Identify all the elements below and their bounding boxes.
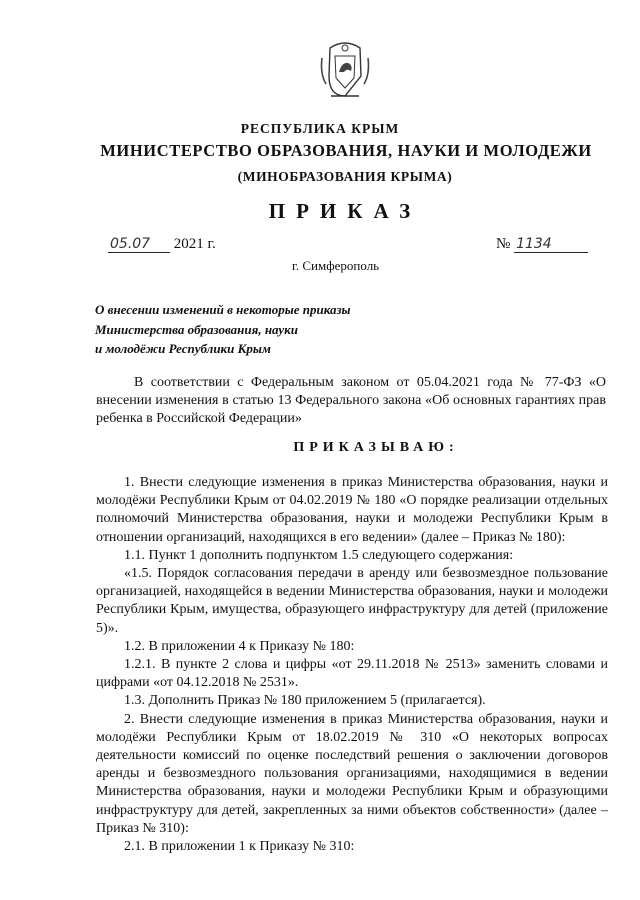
- title-line: и молодёжи Республики Крым: [95, 341, 271, 356]
- paragraph: 1.3. Дополнить Приказ № 180 приложением 5 (прилагается).: [124, 693, 486, 709]
- paragraph: 2.1. В приложении 1 к Приказу № 310:: [124, 839, 355, 855]
- ministry-heading: МИНИСТЕРСТВО ОБРАЗОВАНИЯ, НАУКИ И МОЛОДЕЖИ: [100, 141, 592, 160]
- paragraph: «1.5. Порядок согласования передачи в аренду или безвозмездное пользование организацией, находящейся в ведении Министерства образования, науки и молодежи Республики Крым, имущества, образующего инфраструктуру для детей (приложение 5)».: [96, 566, 608, 636]
- paragraph: 1.1. Пункт 1 дополнить подпунктом 1.5 следующего содержания:: [124, 547, 514, 563]
- title-line: О внесении изменений в некоторые приказы: [95, 302, 351, 317]
- paragraph: 2. Внести следующие изменения в приказ Министерства образования, науки и молодёжи Республики Крым от 18.02.2019 № 310 «О некоторых вопросах деятельности комиссий по оценке последствий решения о заключении договоров аренды и безвозмездного пользования организациями, находящимися в ведении Министерства образования, науки и молодежи Республики Крым и образующими инфраструктуру для детей, закрепленных за ними объектов собственности» (далее – Приказ № 310):: [96, 711, 608, 836]
- paragraph: 1. Внести следующие изменения в приказ Министерства образования, науки и молодёжи Республики Крым от 04.02.2019 № 180 «О порядке реализации отдельных полномочий Министерства образования, науки и молодежи Республики Крым в отношении организаций, находящихся в его ведении» (далее – Приказ № 180):: [96, 475, 608, 545]
- decree-heading: ПРИКАЗЫВАЮ:: [293, 440, 459, 455]
- handwritten-date: 05.07: [108, 237, 170, 253]
- number-label: №: [496, 236, 511, 252]
- document-type-heading: ПРИКАЗ: [268, 199, 422, 223]
- handwritten-number: 1134: [514, 237, 588, 253]
- document-year: 2021 г.: [173, 236, 216, 252]
- crimea-coat-of-arms-icon: [318, 38, 372, 100]
- document-date: [108, 236, 216, 253]
- ministry-short-heading: (МИНОБРАЗОВАНИЯ КРЫМА): [237, 169, 453, 184]
- paragraph: 1.2. В приложении 4 к Приказу № 180:: [124, 638, 355, 654]
- title-line: Министерства образования, науки: [95, 321, 298, 337]
- paragraph: 1.2.1. В пункте 2 слова и цифры «от 29.11.2018 № 2513» заменить словами и цифрами «от 04.12.2018 № 2531».: [96, 657, 608, 691]
- preamble: [96, 374, 606, 428]
- republic-heading: РЕСПУБЛИКА КРЫМ: [240, 121, 400, 136]
- document-city: г. Симферополь: [292, 258, 380, 273]
- document-body: [96, 474, 608, 856]
- preamble-text: В соответствии с Федеральным законом от 05.04.2021 года № 77-ФЗ «О внесении изменения в статью 13 Федерального закона «Об основных гарантиях прав ребенка в Российской Федерации»: [96, 375, 606, 426]
- document-title: [95, 300, 515, 359]
- document-number: [496, 236, 588, 253]
